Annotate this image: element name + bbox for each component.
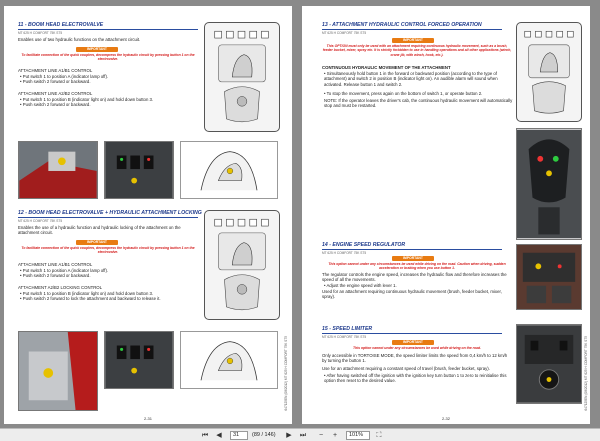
section-13-title: 13 - ATTACHMENT HYDRAULIC CONTROL FORCED OPERATION <box>322 22 482 28</box>
viewer-toolbar <box>0 428 600 441</box>
switch-panel-photo <box>104 141 174 199</box>
joystick-detail-drawing <box>180 141 278 199</box>
section-11-line1-title: ATTACHMENT LINE A1/B1 CONTROL <box>18 68 93 73</box>
joystick-detail-2-lines <box>181 332 277 388</box>
section-12-line1-item-1: • Put switch 1 to position A (indicator lamp off). <box>20 268 109 273</box>
page-total: (89 / 146) <box>252 432 276 438</box>
left-page-number: 2-31 <box>144 416 153 421</box>
joystick-panel-3-diagram <box>516 22 582 122</box>
section-11-important-badge: IMPORTANT <box>76 47 118 52</box>
right-page <box>302 6 590 424</box>
section-12-line1-title: ATTACHMENT LINE A1/B1 CONTROL <box>18 262 93 267</box>
first-page-icon[interactable]: ⏮ <box>201 432 209 439</box>
section-15-warning: This option cannot under any circumstances be used while driving on the road. <box>353 346 481 350</box>
boom-head-photo-drawing <box>19 142 97 198</box>
section-12-line2-title: ATTACHMENT A2/B2 LOCKING CONTROL <box>18 285 103 290</box>
page-number-input[interactable]: 31 <box>230 431 248 440</box>
section-11-model: MT 625 H COMFORT 75K ST5 <box>18 31 63 35</box>
joystick-photo-drawing <box>517 129 581 239</box>
joystick-photo <box>516 128 582 240</box>
section-12-warning: To facilitate connection of the quick couplers, decompress the hydraulic circuit by pressing button 1 on the electrovalve. <box>21 246 195 255</box>
section-11-intro: Enables use of two hydraulic functions on the attachment circuit. <box>18 37 141 42</box>
section-15-p1: Only accessible in TORTOISE MODE, the speed limiter limits the speed from 0,4 km/h to 12 km/h by turning the button 1. <box>322 353 508 364</box>
section-11-line2-item-1: • Put switch 1 to position B (indicator light on) and hold down button 3. <box>20 97 154 102</box>
section-11-line1-item-2: • Push switch 2 forward or backward. <box>20 79 91 84</box>
section-13-note: NOTE: If the operator leaves the driver's cab, the continuous hydraulic movement will automatically stop and must be restarted. <box>324 98 513 109</box>
right-page-number: 2-32 <box>442 416 451 421</box>
fit-page-icon[interactable]: ⛶ <box>376 432 382 439</box>
joystick-panel-3-drawing <box>517 23 581 121</box>
joystick-panel-2-diagram <box>204 210 280 320</box>
section-12-title: 12 - BOOM HEAD ELECTROVALVE + HYDRAULIC ATTACHMENT LOCKING <box>18 210 202 216</box>
section-12-intro: Enables the use of a hydraulic function and hydraulic locking of the attachment on the attachment circuit. <box>18 225 181 236</box>
joystick-panel-drawing <box>205 23 279 131</box>
joystick-panel-diagram <box>204 22 280 132</box>
section-12-line1-item-2: • Push switch 2 forward or backward. <box>20 273 91 278</box>
zoom-input[interactable]: 101% <box>346 431 370 440</box>
section-13-item-1: • Simultaneously hold button 1 in the forward or backward position (according to the type of attachment) and switch 2 in position B (indicator light on). An audible alarm will sound when activated. Release button 1 and switch 2. <box>324 71 498 87</box>
zoom-out-icon[interactable]: − <box>318 432 324 439</box>
switch-panel-photo-drawing <box>105 142 173 198</box>
section-14-important-badge: IMPORTANT <box>392 256 434 261</box>
section-11-warning: To facilitate connection of the quick couplers, decompress the hydraulic circuit by pressing button 1 on the electrovalve. <box>21 53 195 62</box>
next-page-icon[interactable]: ▶ <box>286 432 292 439</box>
right-page-side-text: 647125EN (08/2012) MT 625 H COMFORT 75K ST5 <box>584 336 588 411</box>
section-13-item-2: • To stop the movement, press again on the bottom of switch 1, or operate button 2. <box>324 91 483 96</box>
speed-limiter-photo-drawing <box>517 325 581 403</box>
section-14-title: 14 - ENGINE SPEED REGULATOR <box>322 242 406 248</box>
section-15-p2: Use for an attachment requiring a constant speed of travel (brush, feeder bucket, spray). <box>322 366 490 371</box>
joystick-detail-2-drawing <box>180 331 278 389</box>
section-15-important-badge: IMPORTANT <box>392 340 434 345</box>
section-14-p1: The regulator controls the engine speed, increases the hydraulic flow and therefore increases the speed of all the movements. <box>322 272 507 283</box>
joystick-panel-2-drawing <box>205 211 279 319</box>
section-12-model: MT 625 H COMFORT 75K ST5 <box>18 219 63 223</box>
section-12-rule <box>18 217 198 218</box>
section-15-model: MT 625 H COMFORT 75K ST5 <box>322 335 367 339</box>
section-11-rule <box>18 29 198 30</box>
section-15-rule <box>322 333 502 334</box>
switch-panel-2-photo <box>104 331 174 389</box>
section-13-model: MT 625 H COMFORT 75K ST5 <box>322 31 367 35</box>
section-12-important-badge: IMPORTANT <box>76 240 118 245</box>
section-12-line2-item-1: • Put switch 1 to position B (indicator light on) and hold down button 3. <box>20 291 154 296</box>
prev-page-icon[interactable]: ◀ <box>216 432 222 439</box>
section-14-rule <box>322 249 502 250</box>
section-12-line2-item-2: • Push switch 2 forward to lock the attachment and backward to release it. <box>20 296 161 301</box>
boom-head-photo <box>18 141 98 199</box>
section-14-p2: Used for an attachment requiring continuous hydraulic movement (brush, feeder bucket, mixer, spray). <box>322 289 502 300</box>
joystick-detail-lines <box>181 142 277 198</box>
attachment-lock-photo <box>18 331 98 411</box>
section-14-model: MT 625 H COMFORT 75K ST5 <box>322 251 367 255</box>
section-15-item-1: • After having switched off the ignition with the ignition key turn button 1 to zero to reinitialise this option then reset to the desired value. <box>324 373 507 384</box>
zoom-in-icon[interactable]: + <box>332 432 338 439</box>
section-13-subtitle: CONTINUOUS HYDRAULIC MOVEMENT OF THE ATTACHMENT <box>322 65 451 70</box>
section-13-rule <box>322 29 502 30</box>
left-page <box>4 6 292 424</box>
section-13-important-badge: IMPORTANT <box>392 38 434 43</box>
section-11-line2-item-2: • Push switch 2 forward or backward. <box>20 102 91 107</box>
section-11-line2-title: ATTACHMENT LINE A2/B2 CONTROL <box>18 91 93 96</box>
section-13-warning: This OPTION must only be used with an attachment requiring continuous hydraulic movement, such as a brush, feeder bucket, mixer, spray etc. It is strictly forbidden to use in handling operations and all other applications (winch, crane jib, with winch, hook, etc.). <box>322 44 512 57</box>
section-11-title: 11 - BOOM HEAD ELECTROVALVE <box>18 22 104 28</box>
left-page-side-text: 647125EN (08/2012) MT 625 H COMFORT 75K ST5 <box>284 336 288 411</box>
section-14-item-1: • Adjust the engine speed with lever 1. <box>324 283 397 288</box>
last-page-icon[interactable]: ⏭ <box>299 432 307 439</box>
section-11-line1-item-1: • Put switch 1 to position A (indicator lamp off). <box>20 74 109 79</box>
switch-panel-2-photo-drawing <box>105 332 173 388</box>
engine-speed-photo-drawing <box>517 245 581 309</box>
attachment-lock-photo-drawing <box>19 332 97 410</box>
section-14-warning: This option cannot under any circumstances be used while driving on the road. Caution when driving, sudden acceleration or braking when you use button 1. <box>328 262 506 271</box>
speed-limiter-photo <box>516 324 582 404</box>
section-15-title: 15 - SPEED LIMITER <box>322 326 373 332</box>
engine-speed-photo <box>516 244 582 310</box>
